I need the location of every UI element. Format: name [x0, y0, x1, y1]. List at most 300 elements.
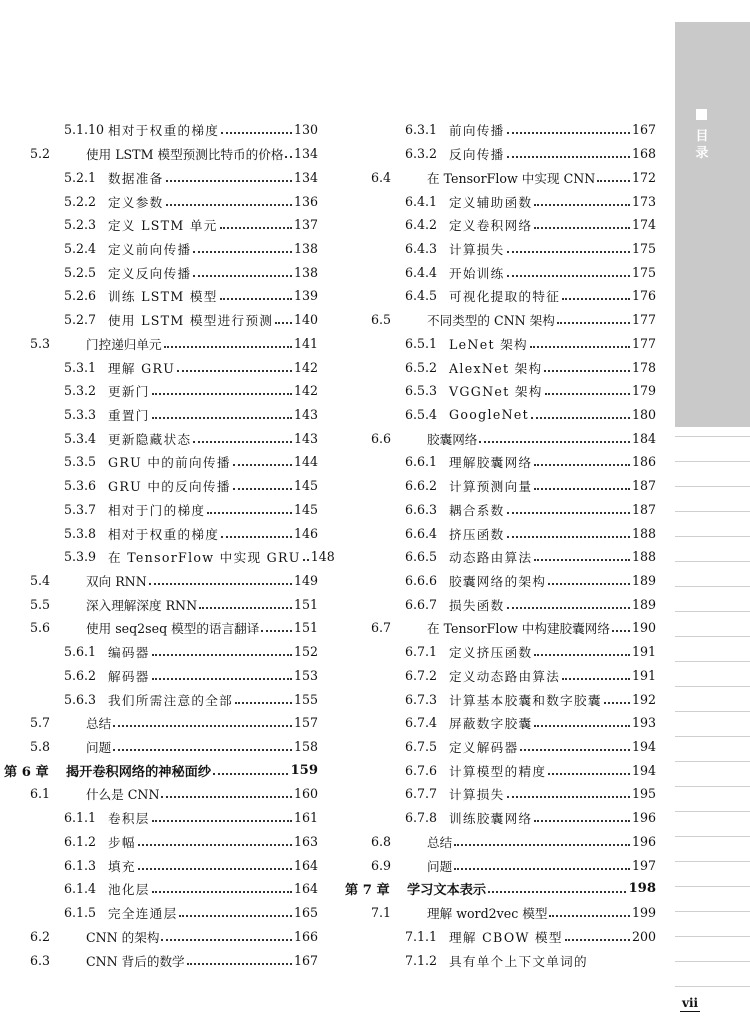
toc-entry-title: 揭开卷积网络的神秘面纱	[66, 764, 212, 780]
toc-entry-number: 6.6.1	[405, 454, 438, 470]
dot-leader	[488, 890, 626, 893]
toc-entry-title: 定义卷积网络	[449, 218, 533, 234]
toc-entry-number: 6.7	[371, 620, 392, 636]
toc-entry-number: 5.1.10	[64, 122, 105, 138]
toc-entry-title: 更新门	[108, 384, 150, 400]
toc-entry	[345, 308, 656, 332]
toc-entry-title: 我们所需注意的全部	[108, 692, 234, 708]
toc-entry-page: 145	[293, 478, 318, 494]
dot-leader	[534, 203, 630, 206]
toc-entry-title: 在 TensorFlow 中实现 CNN	[427, 170, 596, 186]
toc-entry	[345, 498, 656, 522]
toc-entry-page: 148	[310, 549, 335, 565]
toc-entry-number: 第 7 章	[345, 883, 390, 899]
toc-entry-title: 双向 RNN	[86, 574, 147, 590]
dot-leader	[220, 297, 292, 300]
toc-entry-page: 166	[293, 928, 318, 944]
toc-entry-title: 计算损失	[449, 787, 505, 803]
toc-entry-page: 140	[293, 312, 318, 328]
toc-entry-number: 5.2.7	[64, 312, 97, 328]
dot-leader	[548, 582, 630, 585]
toc-entry	[345, 213, 656, 237]
tab-divider	[675, 686, 750, 687]
toc-entry-number: 6.4	[371, 169, 392, 185]
toc-entry-page: 186	[631, 454, 656, 470]
toc-entry-number: 5.3.1	[64, 359, 97, 375]
toc-entry-title: VGGNet 架构	[449, 384, 543, 400]
dot-leader	[149, 582, 292, 585]
toc-entry	[4, 142, 318, 166]
dot-leader	[233, 463, 292, 466]
toc-entry-page: 157	[293, 715, 318, 731]
toc-entry-page: 163	[293, 833, 318, 849]
toc-entry-number: 7.1.2	[405, 952, 438, 968]
toc-entry-number: 6.6.3	[405, 501, 438, 517]
toc-entry	[4, 403, 318, 427]
toc-entry-page: 161	[293, 810, 318, 826]
toc-entry-title: 学习文本表示	[407, 883, 487, 899]
toc-entry-number: 6.3.2	[405, 146, 438, 162]
toc-entry-title: 定义反向传播	[108, 265, 192, 281]
dot-leader	[534, 487, 630, 490]
toc-entry-page: 196	[631, 810, 656, 826]
toc-entry-title: 可视化提取的特征	[449, 289, 561, 305]
toc-entry-title: 定义挤压函数	[449, 645, 533, 661]
toc-entry-page: 177	[631, 312, 656, 328]
side-tab-label: 目录	[695, 129, 709, 161]
toc-entry	[4, 474, 318, 498]
dot-leader	[549, 914, 629, 917]
toc-entry-title: 动态路由算法	[449, 550, 533, 566]
dot-leader	[285, 155, 292, 158]
toc-entry	[345, 735, 656, 759]
toc-entry-page: 167	[631, 122, 656, 138]
toc-entry-title: 使用 LSTM 模型进行预测	[108, 313, 274, 329]
toc-entry-page: 184	[631, 430, 656, 446]
toc-entry-title: 反向传播	[449, 147, 505, 163]
dot-leader	[507, 250, 630, 253]
dot-leader	[113, 724, 292, 727]
toc-entry-title: 计算基本胶囊和数字胶囊	[449, 692, 602, 708]
toc-entry-number: 6.8	[371, 833, 392, 849]
toc-entry-title: 计算预测向量	[449, 479, 533, 495]
toc-entry-title: 相对于权重的梯度	[108, 526, 220, 542]
toc-entry	[4, 782, 318, 806]
toc-entry-title: 定义辅助函数	[449, 194, 533, 210]
toc-entry-page: 142	[293, 359, 318, 375]
toc-entry	[4, 189, 318, 213]
toc-entry-page: 134	[293, 146, 318, 162]
toc-entry-page: 143	[293, 406, 318, 422]
toc-entry	[4, 521, 318, 545]
toc-entry-page: 196	[631, 833, 656, 849]
toc-entry-page: 138	[293, 264, 318, 280]
dot-leader	[612, 629, 630, 632]
toc-entry-page: 130	[293, 122, 318, 138]
toc-entry-number: 5.6	[30, 620, 51, 636]
toc-entry-title: 耦合系数	[449, 502, 505, 518]
toc-entry-page: 176	[631, 288, 656, 304]
toc-entry-page: 179	[631, 383, 656, 399]
toc-entry-title: 使用 LSTM 模型预测比特币的价格	[86, 147, 284, 163]
tab-divider	[675, 561, 750, 562]
toc-entry-page: 189	[631, 596, 656, 612]
toc-entry-number: 6.9	[371, 857, 392, 873]
toc-entry-title: GRU 中的前向传播	[108, 455, 231, 471]
toc-entry-title: 总结	[427, 834, 453, 850]
toc-entry-title: 门控递归单元	[86, 336, 162, 352]
dot-leader	[534, 463, 630, 466]
tab-divider	[675, 736, 750, 737]
toc-entry-page: 134	[293, 169, 318, 185]
toc-entry-title: 计算模型的精度	[449, 763, 547, 779]
toc-entry	[4, 355, 318, 379]
dot-leader	[534, 226, 630, 229]
toc-entry-page: 164	[293, 881, 318, 897]
toc-entry-number: 5.2.5	[64, 264, 97, 280]
toc-entry	[4, 924, 318, 948]
toc-entry-page: 167	[293, 952, 318, 968]
toc-entry-title: GoogleNet	[449, 406, 530, 422]
toc-entry	[345, 901, 656, 925]
toc-entry	[345, 782, 656, 806]
toc-entry-number: 6.6.5	[405, 549, 438, 565]
dot-leader	[187, 962, 292, 965]
tab-divider	[675, 861, 750, 862]
toc-entry-number: 6.5.1	[405, 335, 438, 351]
toc-entry-title: CNN 的架构	[86, 929, 160, 945]
dot-leader	[233, 487, 292, 490]
toc-entry-number: 6.6.4	[405, 525, 438, 541]
tab-divider	[675, 886, 750, 887]
toc-entry-number: 6.7.8	[405, 810, 438, 826]
toc-entry-number: 6.1.2	[64, 833, 97, 849]
toc-entry-number: 5.3.9	[64, 549, 97, 565]
toc-entry-page: 136	[293, 193, 318, 209]
dot-leader	[534, 819, 630, 822]
dot-leader	[113, 748, 292, 751]
dot-leader	[507, 795, 630, 798]
tab-divider	[675, 486, 750, 487]
toc-entry	[345, 830, 656, 854]
dot-leader	[152, 653, 292, 656]
toc-entry-number: 5.3.7	[64, 501, 97, 517]
toc-entry	[345, 474, 656, 498]
tab-divider	[675, 961, 750, 962]
dot-leader	[545, 392, 630, 395]
dot-leader	[534, 558, 630, 561]
toc-entry	[345, 711, 656, 735]
toc-entry	[345, 142, 656, 166]
toc-entry	[345, 664, 656, 688]
toc-entry	[345, 284, 656, 308]
toc-left-column	[4, 118, 335, 972]
toc-entry-page: 141	[293, 335, 318, 351]
toc-entry-page: 144	[293, 454, 318, 470]
toc-entry-number: 5.3.8	[64, 525, 97, 541]
dot-leader	[454, 867, 630, 870]
dot-leader	[562, 297, 630, 300]
toc-entry-number: 6.7.4	[405, 715, 438, 731]
toc-entry-number: 5.3.6	[64, 478, 97, 494]
toc-entry-title: 定义 LSTM 单元	[108, 218, 218, 234]
toc-entry	[4, 948, 318, 972]
toc-entry-title: 开始训练	[449, 265, 505, 281]
toc-entry	[345, 165, 656, 189]
tab-divider	[675, 761, 750, 762]
toc-entry-number: 5.2.6	[64, 288, 97, 304]
tab-divider	[675, 536, 750, 537]
toc-entry	[345, 331, 656, 355]
toc-entry-title: 胶囊网络的架构	[449, 574, 547, 590]
toc-entry-title: 前向传播	[449, 123, 505, 139]
toc-entry	[345, 569, 656, 593]
toc-entry-title: 卷积层	[108, 811, 150, 827]
dot-leader	[507, 155, 630, 158]
toc-entry-page: 178	[631, 359, 656, 375]
toc-entry-number: 5.2.3	[64, 217, 97, 233]
toc-entry-number: 6.7.2	[405, 667, 438, 683]
toc-entry-title: 相对于门的梯度	[108, 502, 206, 518]
toc-entry-title: 深入理解深度 RNN	[86, 597, 198, 613]
toc-entry-title: 在 TensorFlow 中构建胶囊网络	[427, 621, 610, 637]
toc-entry-title: 屏蔽数字胶囊	[449, 716, 533, 732]
toc-entry	[345, 260, 656, 284]
toc-entry-page: 168	[631, 146, 656, 162]
toc-entry	[345, 521, 656, 545]
toc-entry-title: 训练胶囊网络	[449, 811, 533, 827]
toc-entry	[345, 877, 656, 901]
toc-entry-page: 172	[631, 169, 656, 185]
toc-entry	[4, 379, 318, 403]
toc-entry-number: 5.5	[30, 596, 51, 612]
toc-right-column	[345, 118, 656, 972]
toc-entry-title: 定义参数	[108, 194, 164, 210]
toc-entry-number: 6.1.5	[64, 905, 97, 921]
tab-divider	[675, 836, 750, 837]
toc-entry-page: 175	[631, 240, 656, 256]
toc-entry-page: 191	[631, 644, 656, 660]
dot-leader	[235, 701, 292, 704]
dot-leader	[221, 535, 292, 538]
toc-entry-page: 199	[631, 905, 656, 921]
toc-entry-number: 6.4.1	[405, 193, 438, 209]
toc-entry	[4, 450, 318, 474]
toc-entry-number: 5.6.1	[64, 644, 97, 660]
toc-entry	[4, 664, 318, 688]
toc-entry-page: 200	[631, 928, 656, 944]
toc-entry-page: 194	[631, 739, 656, 755]
toc-entry	[4, 569, 318, 593]
toc-entry-number: 5.2.2	[64, 193, 97, 209]
toc-entry-number: 5.3.3	[64, 406, 97, 422]
toc-entry-page: 155	[293, 691, 318, 707]
toc-entry-number: 5.2	[30, 146, 51, 162]
toc-entry-number: 6.4.4	[405, 264, 438, 280]
toc-entry-title: 理解 CBOW 模型	[449, 929, 563, 945]
toc-entry	[4, 616, 318, 640]
toc-entry-number: 6.6.7	[405, 596, 438, 612]
toc-entry-page: 195	[631, 786, 656, 802]
toc-entry	[345, 237, 656, 261]
dot-leader	[179, 914, 291, 917]
toc-entry-number: 7.1.1	[405, 928, 438, 944]
toc-entry	[4, 735, 318, 759]
toc-entry-number: 6.7.7	[405, 786, 438, 802]
toc-entry	[345, 616, 656, 640]
toc-entry-number: 6.4.5	[405, 288, 438, 304]
dot-leader	[166, 179, 292, 182]
toc-entry-title: 更新隐藏状态	[108, 431, 192, 447]
toc-entry-title: 填充	[108, 858, 136, 874]
toc-entry-page: 151	[293, 596, 318, 612]
toc-entry-number: 6.3	[30, 952, 51, 968]
toc-entry-number: 5.3.5	[64, 454, 97, 470]
toc-entry-number: 5.6.3	[64, 691, 97, 707]
toc-entry	[345, 545, 656, 569]
chapter-side-tab	[675, 22, 750, 427]
tab-divider	[675, 586, 750, 587]
toc-entry-number: 5.3.2	[64, 383, 97, 399]
toc-entry	[4, 545, 335, 569]
toc-entry-title: CNN 背后的数学	[86, 953, 185, 969]
toc-entry	[4, 118, 318, 142]
toc-entry	[345, 853, 656, 877]
toc-entry-page: 194	[631, 762, 656, 778]
toc-entry	[345, 189, 656, 213]
toc-entry-number: 6.6.6	[405, 573, 438, 589]
toc-entry	[4, 331, 318, 355]
toc-entry-page: 152	[293, 644, 318, 660]
toc-entry-number: 7.1	[371, 905, 392, 921]
dot-leader	[161, 938, 291, 941]
dot-leader	[138, 867, 292, 870]
toc-entry	[345, 687, 656, 711]
toc-entry-page: 187	[631, 501, 656, 517]
toc-entry	[345, 450, 656, 474]
toc-entry-title: 不同类型的 CNN 架构	[427, 313, 555, 329]
dot-leader	[604, 701, 630, 704]
toc-entry-page: 138	[293, 240, 318, 256]
toc-entry-number: 6.5	[371, 312, 392, 328]
toc-entry-title: 胶囊网络	[427, 431, 478, 447]
toc-entry-title: 损失函数	[449, 597, 505, 613]
tab-divider	[675, 986, 750, 987]
dot-leader	[164, 345, 292, 348]
toc-entry-page: 142	[293, 383, 318, 399]
dot-leader	[534, 724, 630, 727]
toc-entry-title: 问题	[427, 858, 453, 874]
toc-entry-number: 5.8	[30, 739, 51, 755]
toc-entry-number: 6.4.3	[405, 240, 438, 256]
toc-entry	[345, 758, 656, 782]
toc-entry	[345, 948, 656, 972]
toc-entry	[345, 806, 656, 830]
tab-divider	[675, 811, 750, 812]
dot-leader	[530, 345, 630, 348]
dot-leader	[557, 321, 630, 324]
dot-leader	[152, 416, 292, 419]
toc-entry-page: 180	[631, 406, 656, 422]
dot-leader	[565, 938, 630, 941]
dot-leader	[261, 629, 292, 632]
toc-entry-title: 使用 seq2seq 模型的语言翻译	[86, 621, 260, 637]
toc-entry-number: 5.2.4	[64, 240, 97, 256]
toc-entry-page: 158	[293, 739, 318, 755]
toc-entry-title: 重置门	[108, 407, 150, 423]
toc-entry-title: 具有单个上下文单词的	[449, 953, 588, 969]
dot-leader	[507, 606, 630, 609]
dot-leader	[152, 890, 292, 893]
toc-entry-page: 174	[631, 217, 656, 233]
toc-entry-title: 定义前向传播	[108, 241, 192, 257]
dot-leader	[220, 226, 292, 229]
toc-entry-number: 6.1	[30, 786, 51, 802]
dot-leader	[303, 558, 309, 561]
toc-entry	[4, 260, 318, 284]
toc-entry-title: 什么是 CNN	[86, 787, 160, 803]
tab-divider	[675, 511, 750, 512]
toc-entry-title: 问题	[86, 740, 112, 756]
toc-entry-number: 6.1.3	[64, 857, 97, 873]
toc-entry-title: 定义解码器	[449, 740, 519, 756]
toc-entry-number: 5.3.4	[64, 430, 97, 446]
toc-entry-page: 173	[631, 193, 656, 209]
toc-entry	[4, 830, 318, 854]
dot-leader	[479, 440, 630, 443]
toc-entry-page: 189	[631, 573, 656, 589]
toc-entry-number: 5.3	[30, 335, 51, 351]
toc-entry-title: 步幅	[108, 834, 136, 850]
toc-entry	[4, 165, 318, 189]
toc-entry-title: 挤压函数	[449, 526, 505, 542]
tab-divider	[675, 436, 750, 437]
toc-entry-number: 6.5.2	[405, 359, 438, 375]
tab-divider	[675, 786, 750, 787]
toc-entry-page: 188	[631, 525, 656, 541]
dot-leader	[152, 392, 292, 395]
toc-entry-page: 151	[293, 620, 318, 636]
dot-leader	[454, 843, 630, 846]
toc-entry	[4, 592, 318, 616]
toc-entry-title: AlexNet 架构	[449, 360, 543, 376]
toc-entry	[4, 308, 318, 332]
toc-entry	[4, 213, 318, 237]
toc-entry-number: 6.7.1	[405, 644, 438, 660]
toc-entry	[4, 426, 318, 450]
toc-entry-number: 6.1.1	[64, 810, 97, 826]
toc-entry	[4, 901, 318, 925]
toc-entry	[4, 853, 318, 877]
toc-entry-title: 理解 GRU	[108, 360, 176, 376]
toc-entry-title: 相对于权重的梯度	[108, 123, 220, 139]
toc-entry-title: 池化层	[108, 882, 150, 898]
toc-entry-page: 177	[631, 335, 656, 351]
toc-entry-number: 6.5.3	[405, 383, 438, 399]
toc-entry-page: 145	[293, 501, 318, 517]
toc-entry-number: 6.1.4	[64, 881, 97, 897]
dot-leader	[221, 131, 292, 134]
dot-leader	[193, 250, 292, 253]
toc-entry-number: 6.7.5	[405, 739, 438, 755]
toc-entry-number: 6.4.2	[405, 217, 438, 233]
dot-leader	[531, 416, 630, 419]
toc-entry-page: 146	[293, 525, 318, 541]
toc-entry-number: 5.2.1	[64, 169, 97, 185]
toc-entry	[345, 118, 656, 142]
toc-entry-title: 总结	[86, 716, 112, 732]
dot-leader	[507, 274, 630, 277]
